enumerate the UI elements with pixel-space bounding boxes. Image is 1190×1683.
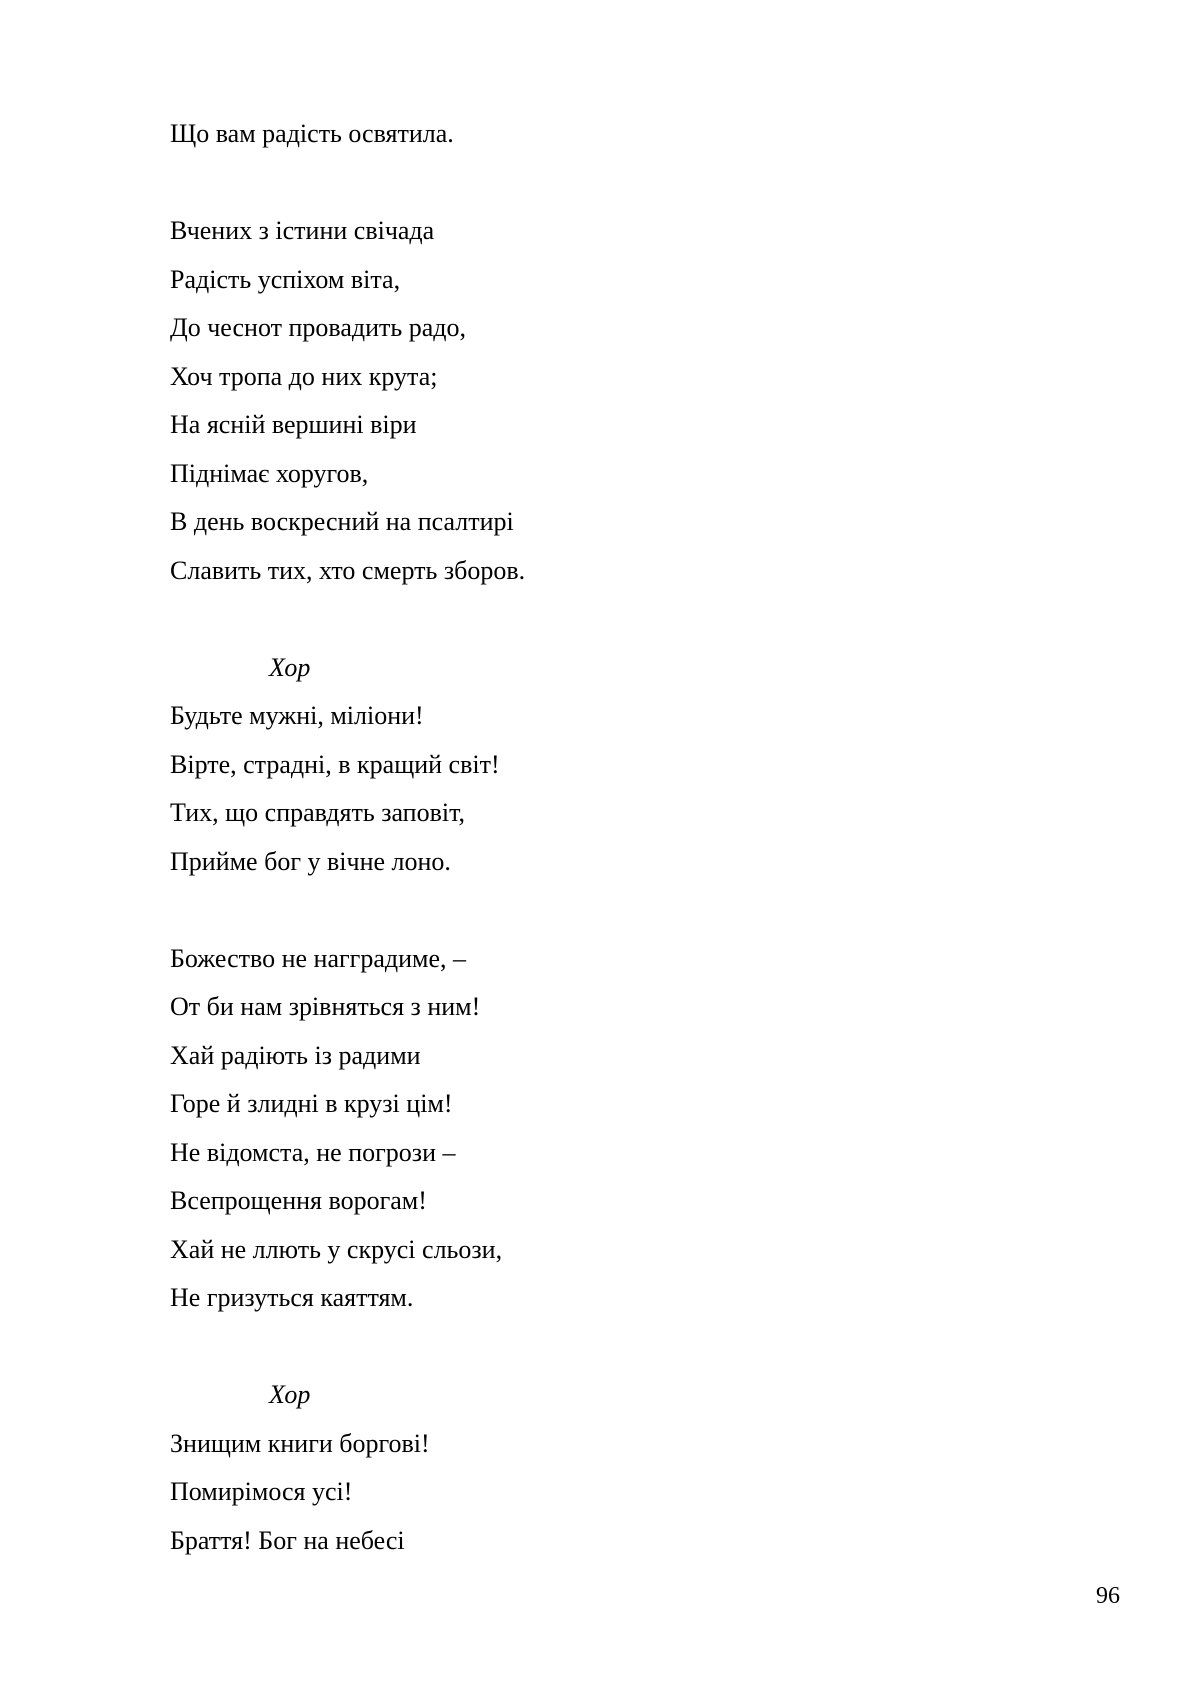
chorus-speaker: Хор bbox=[269, 652, 311, 682]
chorus-speaker: Хор bbox=[269, 1380, 311, 1409]
stanza bbox=[170, 110, 1070, 159]
poem-line: В день воскресний на псалтирі bbox=[170, 507, 514, 536]
poem-line: Горе й злидні в крузі цім! bbox=[170, 1089, 453, 1118]
poem-line: Не гризуться каяттям. bbox=[170, 1283, 414, 1312]
poem-line: Браття! Бог на небесі bbox=[170, 1525, 405, 1555]
poem-line: Божество не нагградиме, – bbox=[170, 943, 467, 973]
poem-line: Славить тих, хто смерть зборов. bbox=[170, 555, 526, 585]
poem-line: Хоч тропа до них крута; bbox=[170, 361, 438, 391]
poem-line: На ясній вершині віри bbox=[170, 410, 417, 439]
stanza bbox=[170, 935, 1070, 1323]
poem-line: Всепрощення ворогам! bbox=[170, 1186, 427, 1215]
poem-line: Тих, що справдять заповіт, bbox=[170, 798, 465, 827]
stanza-gap bbox=[170, 595, 1070, 644]
poem-line: Хай не ллють у скрусі сльози, bbox=[170, 1234, 503, 1264]
poem-line: Не відомста, не погрози – bbox=[170, 1137, 456, 1167]
poem-line: Будьте мужні, міліони! bbox=[170, 701, 424, 730]
poem-line: Вчених з істини свічада bbox=[170, 216, 435, 245]
poem-line: Вірте, страдні, в кращий світ! bbox=[170, 749, 500, 779]
poem-line: Помирімося усі! bbox=[170, 1477, 353, 1506]
chorus bbox=[170, 1371, 1070, 1565]
stanza-gap bbox=[170, 159, 1070, 208]
chorus bbox=[170, 644, 1070, 887]
poem-line: Знищим книги боргові! bbox=[170, 1428, 430, 1458]
poem-line: Піднімає хоругов, bbox=[170, 458, 369, 488]
page-number: 96 bbox=[1096, 1583, 1120, 1609]
stanza bbox=[170, 207, 1070, 595]
stanza-gap bbox=[170, 1323, 1070, 1372]
stanza-gap bbox=[170, 886, 1070, 935]
poem-line: Хай радіють із радими bbox=[170, 1040, 421, 1070]
poem-line: Радість успіхом віта, bbox=[170, 264, 401, 294]
poem-line: Що вам радість освятила. bbox=[170, 119, 454, 148]
poem-line: До чеснот провадить радо, bbox=[170, 313, 466, 342]
poem-text bbox=[170, 110, 1070, 1565]
poem-line: От би нам зрівняться з ним! bbox=[170, 992, 481, 1021]
poem-line: Прийме бог у вічне лоно. bbox=[170, 846, 451, 876]
